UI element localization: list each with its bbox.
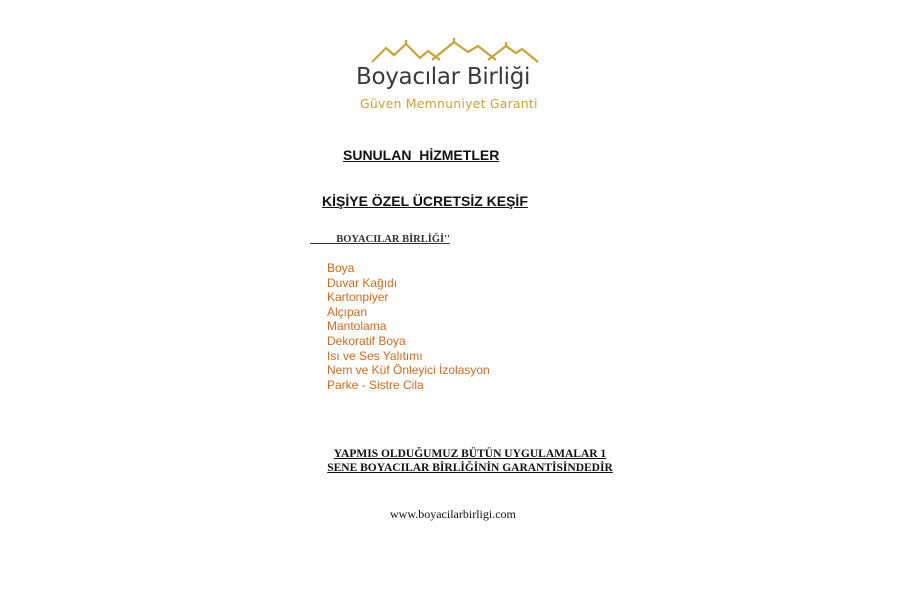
- service-list: [327, 261, 490, 392]
- logo-tagline: Güven Memnuniyet Garanti: [360, 96, 538, 111]
- guarantee-line-2: SENE BOYACILAR BİRLİĞİNİN GARANTİSİNDEDİR: [327, 462, 613, 474]
- service-item-wallpaper: Duvar Kağıdı: [327, 275, 398, 290]
- website-link[interactable]: www.boyacilarbirligi.com: [390, 507, 516, 521]
- logo-name: Boyacılar Birliği: [356, 64, 531, 90]
- service-item-heat-sound-insulation: Isı ve Ses Yalıtımı: [327, 348, 423, 363]
- service-item-parquet-varnish: Parke - Sistre Cila: [327, 377, 424, 392]
- guarantee-statement: [300, 447, 640, 475]
- service-item-drywall: Alçıpan: [327, 304, 368, 319]
- free-discovery-heading: KİŞİYE ÖZEL ÜCRETSİZ KEŞİF: [322, 193, 528, 209]
- roof-logo-icon: [370, 38, 540, 66]
- union-subheading: BOYACILAR BİRLİĞİ'': [310, 234, 450, 245]
- service-item-decorative-paint: Dekoratif Boya: [327, 333, 406, 348]
- service-item-moisture-mold-insulation: Nem ve Küf Önleyici İzolasyon: [327, 363, 490, 378]
- service-item-cornice: Kartonpiyer: [327, 290, 389, 305]
- services-heading: SUNULAN HİZMETLER: [343, 147, 500, 163]
- company-logo: [352, 38, 552, 118]
- service-item-insulation-cladding: Mantolama: [327, 319, 387, 334]
- guarantee-line-1: YAPMIS OLDUĞUMUZ BÜTÜN UYGULAMALAR 1: [333, 448, 607, 460]
- service-item-paint: Boya: [327, 261, 355, 275]
